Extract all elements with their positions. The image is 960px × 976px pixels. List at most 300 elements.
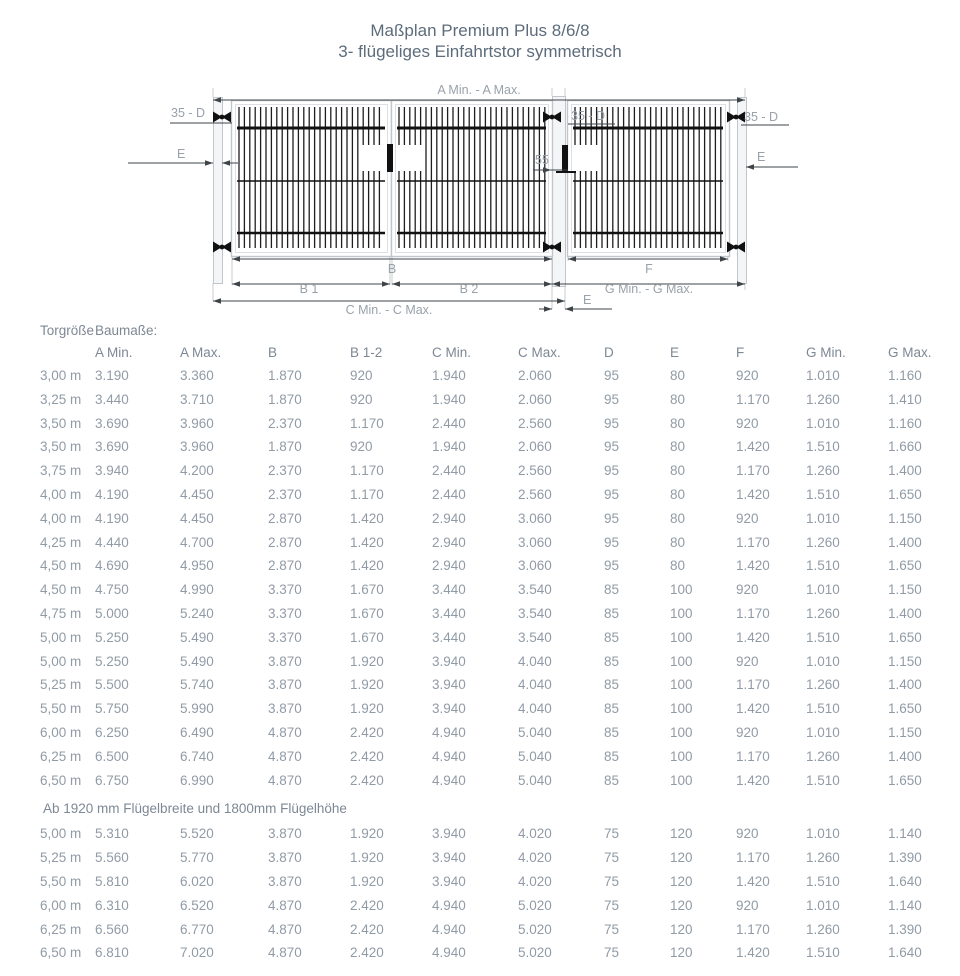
cell: 3.870 bbox=[268, 701, 302, 717]
dim-label-c: C Min. - C Max. bbox=[345, 303, 433, 317]
cell: 85 bbox=[604, 582, 620, 598]
cell: 2.560 bbox=[518, 486, 552, 502]
gate-technical-drawing bbox=[0, 0, 960, 332]
cell: 6,25 m bbox=[40, 748, 82, 764]
cell: 1.400 bbox=[888, 534, 922, 550]
cell: 2.440 bbox=[432, 486, 466, 502]
cell: 3.540 bbox=[518, 605, 552, 621]
cell: 1.150 bbox=[888, 653, 922, 669]
cell: 4,75 m bbox=[40, 605, 82, 621]
cell: 75 bbox=[604, 921, 620, 937]
table-row bbox=[36, 412, 948, 436]
table-row bbox=[36, 673, 948, 697]
cell: 2.440 bbox=[432, 463, 466, 479]
cell: 1.170 bbox=[736, 921, 770, 937]
cell: 1.420 bbox=[736, 558, 770, 574]
cell: 120 bbox=[670, 850, 693, 866]
cell: D bbox=[604, 345, 614, 360]
cell: 1.010 bbox=[806, 653, 840, 669]
dim-label-e-bottom: E bbox=[583, 293, 592, 307]
cell: 2.940 bbox=[432, 558, 466, 574]
table-row bbox=[36, 769, 948, 793]
cell: 5.750 bbox=[95, 701, 129, 717]
cell: 1.150 bbox=[888, 582, 922, 598]
cell: 1.920 bbox=[350, 653, 384, 669]
cell: 3,50 m bbox=[40, 439, 82, 455]
cell: 1.160 bbox=[888, 415, 922, 431]
cell: 3.870 bbox=[268, 850, 302, 866]
cell: 1.870 bbox=[268, 391, 302, 407]
table-row bbox=[36, 822, 948, 846]
cell: 1.170 bbox=[736, 463, 770, 479]
cell: 4.870 bbox=[268, 748, 302, 764]
cell: 3.940 bbox=[432, 701, 466, 717]
dim-label-a: A Min. - A Max. bbox=[437, 83, 521, 97]
cell: 1.420 bbox=[736, 486, 770, 502]
cell: 1.010 bbox=[806, 368, 840, 383]
cell: 4,00 m bbox=[40, 486, 82, 502]
cell: 6.250 bbox=[95, 724, 129, 740]
cell: B 1-2 bbox=[350, 345, 383, 360]
cell: 5.490 bbox=[180, 629, 214, 645]
cell: 920 bbox=[736, 415, 759, 431]
cell: 2.370 bbox=[268, 415, 302, 431]
table-row bbox=[36, 894, 948, 918]
cell: 4.870 bbox=[268, 897, 302, 913]
cell: 920 bbox=[350, 391, 373, 407]
cell: 1.010 bbox=[806, 415, 840, 431]
dim-label-35d-mid: 35 - D bbox=[571, 109, 606, 123]
cell: 5.040 bbox=[518, 724, 552, 740]
cell: 4.700 bbox=[180, 534, 214, 550]
table-row bbox=[36, 388, 948, 412]
cell: 1.420 bbox=[350, 534, 384, 550]
cell: 5,00 m bbox=[40, 653, 82, 669]
cell: 100 bbox=[670, 772, 693, 788]
cell: 6.490 bbox=[180, 724, 214, 740]
cell: 5.310 bbox=[95, 826, 129, 842]
cell: 1.660 bbox=[888, 439, 922, 455]
cell: 1.140 bbox=[888, 826, 922, 842]
cell: 4.040 bbox=[518, 653, 552, 669]
cell: 1.420 bbox=[736, 945, 770, 961]
cell: 1.010 bbox=[806, 724, 840, 740]
cell: 5,00 m bbox=[40, 826, 82, 842]
cell: 80 bbox=[670, 486, 686, 502]
table-row bbox=[36, 602, 948, 626]
cell: 3.190 bbox=[95, 368, 129, 383]
cell: 5.500 bbox=[95, 677, 129, 693]
cell: 4.040 bbox=[518, 701, 552, 717]
cell: 1.920 bbox=[350, 873, 384, 889]
cell: 75 bbox=[604, 873, 620, 889]
table-header-row bbox=[36, 342, 948, 364]
cell: 6.990 bbox=[180, 772, 214, 788]
cell: 95 bbox=[604, 391, 620, 407]
cell: 1.510 bbox=[806, 558, 840, 574]
cell: 3.870 bbox=[268, 677, 302, 693]
cell: 80 bbox=[670, 368, 686, 383]
cell: 4.440 bbox=[95, 534, 129, 550]
cell: 1.260 bbox=[806, 391, 840, 407]
cell: 3.710 bbox=[180, 391, 214, 407]
cell: 1.510 bbox=[806, 701, 840, 717]
dim-label-e-left: E bbox=[177, 147, 186, 161]
cell: 1.400 bbox=[888, 677, 922, 693]
cell: 2.420 bbox=[350, 748, 384, 764]
cell: 5.740 bbox=[180, 677, 214, 693]
cell: 3,75 m bbox=[40, 463, 82, 479]
cell: 5,25 m bbox=[40, 850, 82, 866]
cell: 1.140 bbox=[888, 897, 922, 913]
cell: 6.740 bbox=[180, 748, 214, 764]
cell: E bbox=[670, 345, 680, 360]
cell: 1.010 bbox=[806, 897, 840, 913]
cell: 95 bbox=[604, 486, 620, 502]
cell: 1.260 bbox=[806, 850, 840, 866]
cell: 3.440 bbox=[432, 605, 466, 621]
cell: 6.770 bbox=[180, 921, 214, 937]
cell: 5,25 m bbox=[40, 677, 82, 693]
cell: 3.440 bbox=[432, 582, 466, 598]
cell: 7.020 bbox=[180, 945, 214, 961]
cell: 85 bbox=[604, 677, 620, 693]
cell: 75 bbox=[604, 850, 620, 866]
cell: 920 bbox=[736, 897, 759, 913]
cell: 1.410 bbox=[888, 391, 922, 407]
cell: 1.150 bbox=[888, 724, 922, 740]
cell bbox=[604, 320, 670, 342]
cell: 4.940 bbox=[432, 724, 466, 740]
cell: 1.260 bbox=[806, 534, 840, 550]
cell: 920 bbox=[736, 724, 759, 740]
cell: 1.920 bbox=[350, 701, 384, 717]
cell: 3.440 bbox=[95, 391, 129, 407]
table-row bbox=[36, 846, 948, 870]
cell: 75 bbox=[604, 897, 620, 913]
cell: 5.770 bbox=[180, 850, 214, 866]
cell: 5,50 m bbox=[40, 701, 82, 717]
cell: 2.420 bbox=[350, 921, 384, 937]
cell: 3.940 bbox=[432, 826, 466, 842]
cell: 4.870 bbox=[268, 772, 302, 788]
cell: 4.200 bbox=[180, 463, 214, 479]
cell: 4.950 bbox=[180, 558, 214, 574]
cell: 1.510 bbox=[806, 439, 840, 455]
cell: 1.010 bbox=[806, 582, 840, 598]
cell: 1.400 bbox=[888, 748, 922, 764]
cell: 4.870 bbox=[268, 945, 302, 961]
table-row bbox=[36, 459, 948, 483]
cell: 6,50 m bbox=[40, 945, 82, 961]
cell bbox=[432, 320, 518, 342]
cell: 3.940 bbox=[432, 873, 466, 889]
cell: 1.260 bbox=[806, 677, 840, 693]
cell: 4.450 bbox=[180, 510, 214, 526]
cell: 3.360 bbox=[180, 368, 214, 383]
cell: 6,50 m bbox=[40, 772, 82, 788]
cell bbox=[518, 320, 604, 342]
cell: 100 bbox=[670, 582, 693, 598]
cell: 2.060 bbox=[518, 439, 552, 455]
cell: 1.400 bbox=[888, 605, 922, 621]
cell: 6.520 bbox=[180, 897, 214, 913]
cell: 1.670 bbox=[350, 582, 384, 598]
cell: 1.650 bbox=[888, 486, 922, 502]
cell: 1.870 bbox=[268, 368, 302, 383]
cell: 3,00 m bbox=[40, 368, 82, 383]
cell: 1.920 bbox=[350, 826, 384, 842]
cell: 4.190 bbox=[95, 486, 129, 502]
cell: 3.370 bbox=[268, 629, 302, 645]
cell: 1.170 bbox=[350, 415, 384, 431]
cell: 100 bbox=[670, 629, 693, 645]
cell: 6.560 bbox=[95, 921, 129, 937]
cell: 5.020 bbox=[518, 945, 552, 961]
cell: 5.020 bbox=[518, 921, 552, 937]
cell: 6,00 m bbox=[40, 724, 82, 740]
table-group-header-row bbox=[36, 320, 948, 342]
cell: 100 bbox=[670, 724, 693, 740]
cell: 1.170 bbox=[350, 486, 384, 502]
cell: 6,25 m bbox=[40, 921, 82, 937]
dim-label-b1: B 1 bbox=[299, 282, 319, 296]
cell: 85 bbox=[604, 724, 620, 740]
cell: 100 bbox=[670, 677, 693, 693]
cell: 920 bbox=[350, 368, 373, 383]
cell: 2.940 bbox=[432, 510, 466, 526]
cell: 1.010 bbox=[806, 826, 840, 842]
cell: 80 bbox=[670, 510, 686, 526]
cell: 6.500 bbox=[95, 748, 129, 764]
cell: 4.940 bbox=[432, 897, 466, 913]
cell: B bbox=[268, 345, 278, 360]
table-row bbox=[36, 507, 948, 531]
cell: 3,50 m bbox=[40, 415, 82, 431]
cell bbox=[268, 320, 350, 342]
cell: 4,25 m bbox=[40, 534, 82, 550]
cell: 1.650 bbox=[888, 772, 922, 788]
cell: 1.510 bbox=[806, 772, 840, 788]
cell: 1.170 bbox=[736, 748, 770, 764]
cell: 920 bbox=[736, 510, 759, 526]
cell: 85 bbox=[604, 653, 620, 669]
table-row bbox=[36, 721, 948, 745]
cell: 1.420 bbox=[350, 510, 384, 526]
cell: 95 bbox=[604, 558, 620, 574]
cell: G Min. bbox=[806, 345, 846, 360]
cell: 3.960 bbox=[180, 439, 214, 455]
cell: 4.940 bbox=[432, 921, 466, 937]
cell: 3.940 bbox=[95, 463, 129, 479]
cell: 4.990 bbox=[180, 582, 214, 598]
cell: 85 bbox=[604, 748, 620, 764]
cell: 85 bbox=[604, 629, 620, 645]
cell: 1.010 bbox=[806, 510, 840, 526]
cell: 2.870 bbox=[268, 534, 302, 550]
cell: 2.420 bbox=[350, 724, 384, 740]
dim-label-55: 55 bbox=[535, 153, 549, 167]
cell: 5.040 bbox=[518, 772, 552, 788]
cell: 120 bbox=[670, 897, 693, 913]
cell: 2.420 bbox=[350, 772, 384, 788]
cell: 4.870 bbox=[268, 921, 302, 937]
cell: 5,00 m bbox=[40, 629, 82, 645]
table-row bbox=[36, 435, 948, 459]
table-row bbox=[36, 554, 948, 578]
cell: 95 bbox=[604, 368, 620, 383]
cell: 2.560 bbox=[518, 415, 552, 431]
cell: 1.650 bbox=[888, 701, 922, 717]
cell: 1.510 bbox=[806, 945, 840, 961]
cell: 3.870 bbox=[268, 873, 302, 889]
cell bbox=[180, 320, 268, 342]
cell: 5,50 m bbox=[40, 873, 82, 889]
cell: 6,00 m bbox=[40, 897, 82, 913]
cell: 3,25 m bbox=[40, 391, 82, 407]
cell: 3.370 bbox=[268, 582, 302, 598]
cell: 1.420 bbox=[736, 701, 770, 717]
cell: 3.540 bbox=[518, 629, 552, 645]
cell: 100 bbox=[670, 748, 693, 764]
cell: 1.420 bbox=[736, 873, 770, 889]
cell: 80 bbox=[670, 415, 686, 431]
cell: 1.260 bbox=[806, 921, 840, 937]
cell: 85 bbox=[604, 772, 620, 788]
cell: 4.750 bbox=[95, 582, 129, 598]
cell: 2.420 bbox=[350, 897, 384, 913]
cell: 1.260 bbox=[806, 748, 840, 764]
cell: 3.870 bbox=[268, 826, 302, 842]
cell: 920 bbox=[736, 368, 759, 383]
table-row bbox=[36, 697, 948, 721]
cell: 1.170 bbox=[736, 850, 770, 866]
cell: 4.940 bbox=[432, 945, 466, 961]
table-row bbox=[36, 650, 948, 674]
cell: 4,00 m bbox=[40, 510, 82, 526]
cell: 2.420 bbox=[350, 945, 384, 961]
cell: 2.370 bbox=[268, 486, 302, 502]
cell bbox=[888, 320, 948, 342]
cell: C Min. bbox=[432, 345, 472, 360]
cell: 2.940 bbox=[432, 534, 466, 550]
cell: 1.170 bbox=[736, 534, 770, 550]
cell: 5.000 bbox=[95, 605, 129, 621]
cell: 1.510 bbox=[806, 873, 840, 889]
table-row bbox=[36, 364, 948, 388]
cell: 3.060 bbox=[518, 534, 552, 550]
cell: 4.870 bbox=[268, 724, 302, 740]
table-row bbox=[36, 578, 948, 602]
cell: 1.390 bbox=[888, 921, 922, 937]
cell: 5.990 bbox=[180, 701, 214, 717]
table-note: Ab 1920 mm Flügelbreite und 1800mm Flügelhöhe bbox=[43, 801, 347, 817]
cell: 3.940 bbox=[432, 653, 466, 669]
cell: 5.240 bbox=[180, 605, 214, 621]
cell: 95 bbox=[604, 463, 620, 479]
cell: 95 bbox=[604, 415, 620, 431]
cell: 1.150 bbox=[888, 510, 922, 526]
cell: 1.510 bbox=[806, 629, 840, 645]
cell: 2.870 bbox=[268, 558, 302, 574]
cell: 80 bbox=[670, 558, 686, 574]
cell: 75 bbox=[604, 826, 620, 842]
cell: 80 bbox=[670, 391, 686, 407]
cell: 80 bbox=[670, 463, 686, 479]
cell: 4.040 bbox=[518, 677, 552, 693]
cell: 95 bbox=[604, 439, 620, 455]
cell: 75 bbox=[604, 945, 620, 961]
cell: 120 bbox=[670, 826, 693, 842]
cell: 3.060 bbox=[518, 558, 552, 574]
cell: 6.020 bbox=[180, 873, 214, 889]
cell: 1.640 bbox=[888, 945, 922, 961]
cell: 3.960 bbox=[180, 415, 214, 431]
cell: 4.020 bbox=[518, 850, 552, 866]
cell: 1.400 bbox=[888, 463, 922, 479]
cell: 2.440 bbox=[432, 415, 466, 431]
dim-label-35d-left: 35 - D bbox=[171, 106, 206, 120]
cell: 1.940 bbox=[432, 368, 466, 383]
cell: 1.420 bbox=[350, 558, 384, 574]
table-row bbox=[36, 941, 948, 965]
cell: 1.390 bbox=[888, 850, 922, 866]
title-line-2: 3- flügeliges Einfahrtstor symmetrisch bbox=[338, 42, 622, 61]
cell: 6.750 bbox=[95, 772, 129, 788]
cell: 5.520 bbox=[180, 826, 214, 842]
cell: 1.920 bbox=[350, 677, 384, 693]
cell: 80 bbox=[670, 534, 686, 550]
cell: 85 bbox=[604, 701, 620, 717]
title-line-1: Maßplan Premium Plus 8/6/8 bbox=[370, 21, 590, 40]
cell: 920 bbox=[350, 439, 373, 455]
cell: 1.420 bbox=[736, 439, 770, 455]
cell bbox=[670, 320, 736, 342]
cell: 100 bbox=[670, 653, 693, 669]
cell: 4.450 bbox=[180, 486, 214, 502]
cell: 120 bbox=[670, 873, 693, 889]
cell: 2.870 bbox=[268, 510, 302, 526]
dim-label-b: B bbox=[387, 262, 397, 276]
dimension-table bbox=[36, 320, 948, 965]
table-row bbox=[36, 870, 948, 894]
dim-label-f: F bbox=[645, 262, 653, 276]
cell: 1.510 bbox=[806, 486, 840, 502]
cell: 1.170 bbox=[736, 677, 770, 693]
cell: 1.170 bbox=[736, 391, 770, 407]
cell: 5.020 bbox=[518, 897, 552, 913]
cell: Baumaße: bbox=[95, 323, 158, 338]
cell: 4.190 bbox=[95, 510, 129, 526]
cell bbox=[36, 342, 95, 364]
cell: 5.040 bbox=[518, 748, 552, 764]
dim-label-g: G Min. - G Max. bbox=[604, 282, 694, 296]
cell: 4.020 bbox=[518, 873, 552, 889]
table-row bbox=[36, 531, 948, 555]
cell: G Max. bbox=[888, 345, 932, 360]
cell: 3.060 bbox=[518, 510, 552, 526]
cell: C Max. bbox=[518, 345, 561, 360]
cell: A Max. bbox=[180, 345, 222, 360]
cell: 1.650 bbox=[888, 558, 922, 574]
cell: 1.640 bbox=[888, 873, 922, 889]
cell: 100 bbox=[670, 605, 693, 621]
cell: 2.060 bbox=[518, 368, 552, 383]
cell: 5.810 bbox=[95, 873, 129, 889]
table-row bbox=[36, 745, 948, 769]
cell: 920 bbox=[736, 826, 759, 842]
cell: 1.420 bbox=[736, 772, 770, 788]
